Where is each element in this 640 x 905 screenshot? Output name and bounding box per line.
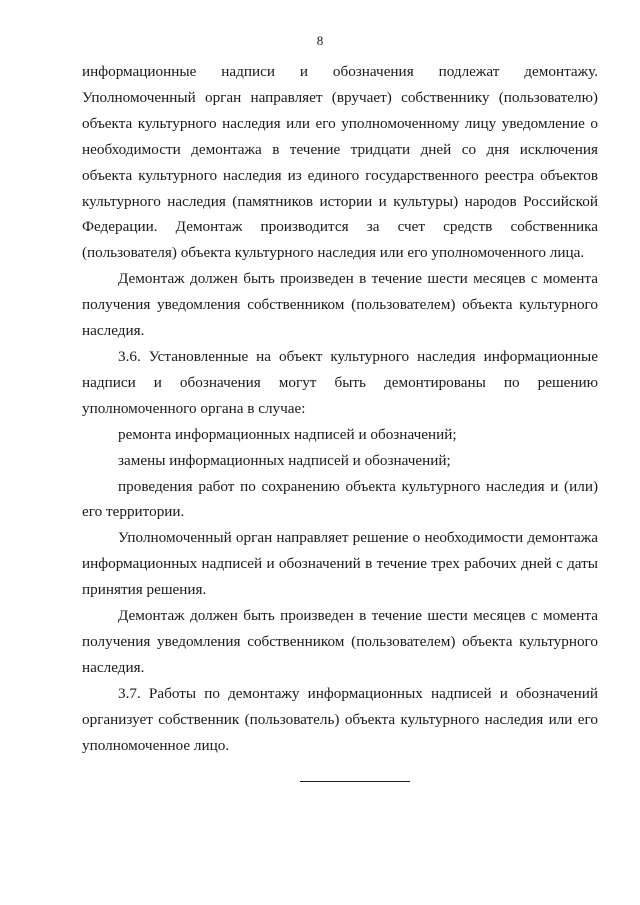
document-body <box>82 59 598 758</box>
paragraph-demolition-deadline: Демонтаж должен быть произведен в течение шести месяцев с момента получения уведомления собственником (пользователем) объекта культурного наследия. <box>82 270 598 340</box>
page-number: 8 <box>316 33 324 48</box>
list-item-preservation-works: проведения работ по сохранению объекта культурного наследия и (или) его территории. <box>82 477 598 521</box>
paragraph-section-3-6: 3.6. Установленные на объект культурного наследия информационные надписи и обозначения могут быть демонтированы по решению уполномоченного органа в случае: <box>82 347 598 417</box>
paragraph-section-3-7: 3.7. Работы по демонтажу информационных надписей и обозначений организует собственник (пользователь) объекта культурного наследия или его уполномоченное лицо. <box>82 684 598 754</box>
list-item-replacement: замены информационных надписей и обозначений; <box>118 451 451 469</box>
paragraph-demolition-deadline-2: Демонтаж должен быть произведен в течение шести месяцев с момента получения уведомления собственником (пользователем) объекта культурного наследия. <box>82 607 598 676</box>
paragraph-demolition-notice: информационные надписи и обозначения подлежат демонтажу. Уполномоченный орган направляет (вручает) собственнику (пользователю) объекта культурного наследия или его уполномоченному лицу уведомление о необходимости демонтажа в течение тридцати дней со дня исключения объекта культурного наследия из единого государственного реестра объектов культурного наследия (памятников истории и культуры) народов Российской Федерации. Демонтаж производится за счет средств собственника (пользователя) объекта культурного наследия или его уполномоченного лица. <box>82 63 598 262</box>
paragraph-decision-notice: Уполномоченный орган направляет решение о необходимости демонтажа информационных надписей и обозначений в течение трех рабочих дней с даты принятия решения. <box>82 529 598 599</box>
end-divider-line <box>300 781 410 782</box>
list-item-repair: ремонта информационных надписей и обозначений; <box>118 425 457 443</box>
